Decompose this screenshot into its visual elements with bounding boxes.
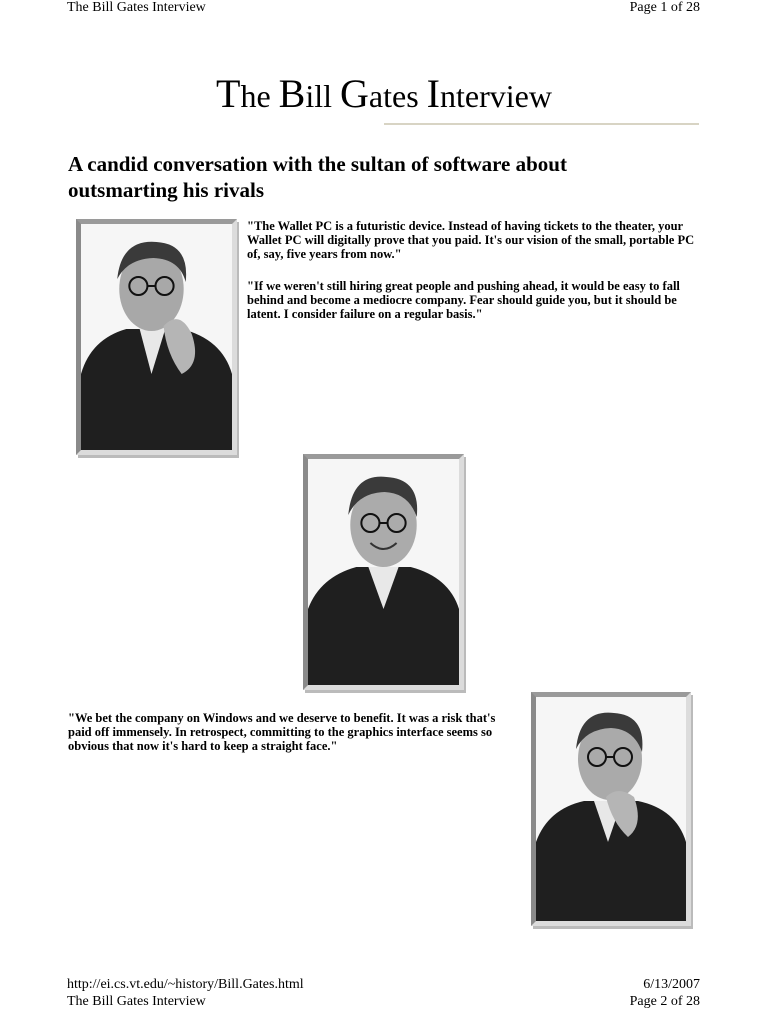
- title-part: ates: [368, 78, 427, 114]
- title-part: B: [278, 71, 306, 116]
- page-title: [0, 70, 768, 120]
- footer-title: The Bill Gates Interview: [67, 994, 206, 1009]
- quote-hiring: "If we weren't still hiring great people and pushing ahead, it would be easy to fall behind and become a mediocre company. Fear should guide you, but it should be latent. I consider failure on a regular basis.": [247, 279, 680, 321]
- footer-date: 6/13/2007: [643, 977, 700, 992]
- title-part: nterview: [440, 78, 552, 114]
- title-part: T: [216, 71, 241, 116]
- footer-url: http://ei.cs.vt.edu/~history/Bill.Gates.html: [67, 977, 304, 992]
- footer-page-number: Page 2 of 28: [629, 994, 700, 1009]
- title-part: ill: [305, 78, 341, 114]
- photo-smiling: [303, 454, 464, 690]
- quote-wallet-pc: "The Wallet PC is a futuristic device. Instead of having tickets to the theater, your Wallet PC will digitally prove that you paid. It's our vision of the small, portable PC of, say, five years from now.": [247, 219, 695, 261]
- article-subtitle: A candid conversation with the sultan of software about outsmarting his rivals: [68, 152, 567, 202]
- quote-windows: "We bet the company on Windows and we deserve to benefit. It was a risk that's paid off immensely. In retrospect, committing to the graphics interface seems so obvious that now it's hard to keep a straight face.": [68, 711, 496, 753]
- title-part: I: [426, 71, 440, 116]
- header-page-number: Page 1 of 28: [629, 0, 700, 15]
- photo-thinking: [531, 692, 691, 926]
- title-part: he: [240, 78, 279, 114]
- photo-hand-on-chin: [76, 219, 237, 455]
- title-part: G: [340, 71, 369, 116]
- header-title: The Bill Gates Interview: [67, 0, 206, 15]
- title-divider: [384, 123, 699, 125]
